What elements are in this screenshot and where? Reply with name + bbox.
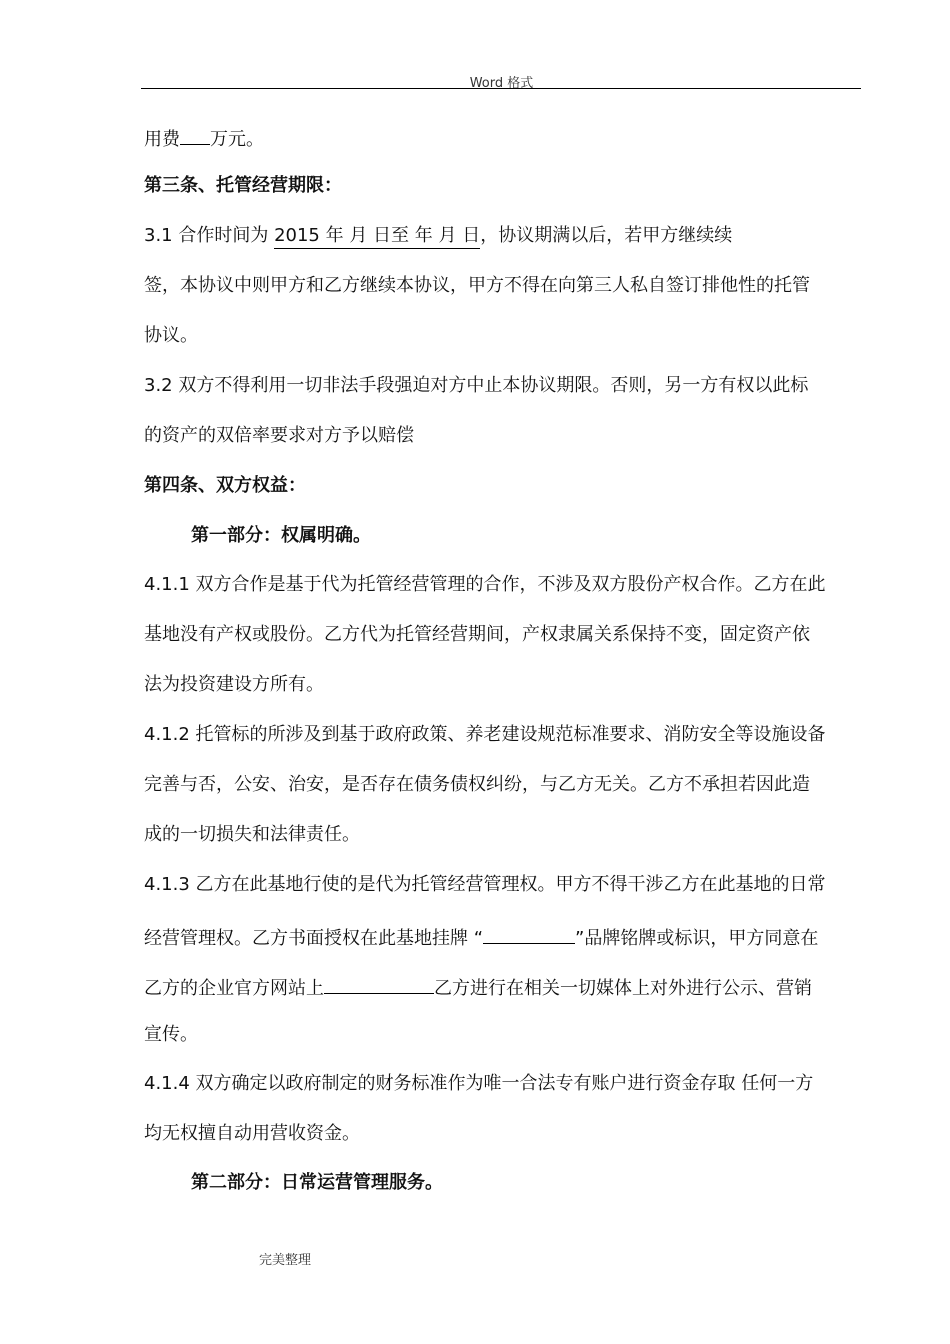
brand-name-blank: [483, 923, 575, 944]
clause-4-1-1-line-1: 4.1.1 双方合作是基于代为托管经营管理的合作，不涉及双方股份产权合作。乙方在此: [144, 574, 826, 595]
clause-3-1-suffix: ，协议期满以后，若甲方继续续: [480, 225, 733, 246]
article-3-heading: 第三条、托管经营期限：: [144, 175, 342, 196]
part-2-heading: 第二部分：日常运营管理服务。: [191, 1172, 443, 1193]
article-4-heading: 第四条、双方权益：: [144, 475, 306, 496]
clause-3-1-line-1: [144, 224, 864, 248]
fee-text-a: 用费: [144, 129, 180, 150]
clause-3-1-line-3: 协议。: [144, 325, 198, 346]
clause-3-1-prefix: 3.1 合作时间为: [144, 225, 275, 246]
clause-4-1-3-line-3: [144, 973, 864, 1001]
clause-4-1-1-line-2: 基地没有产权或股份。乙方代为托管经营期间，产权隶属关系保持不变，固定资产依: [144, 624, 810, 645]
header-rule: [141, 88, 861, 89]
clause-3-1-line-2: 签，本协议中则甲方和乙方继续本协议，甲方不得在向第三人私自签订排他性的托管: [144, 275, 810, 296]
clause-4-1-4-line-1: 4.1.4 双方确定以政府制定的财务标准作为唯一合法专有账户进行资金存取 任何一方: [144, 1073, 814, 1094]
clause-4-1-2-line-1: 4.1.2 托管标的所涉及到基于政府政策、养老建设规范标准要求、消防安全等设施设备: [144, 724, 826, 745]
clause-4-1-3-line-4: 宣传。: [144, 1024, 198, 1045]
clause-4-1-3-line-3b: 乙方进行在相关一切媒体上对外进行公示、营销: [434, 978, 812, 999]
page-header-title: Word 格式: [469, 76, 534, 91]
page-footer-text: 完美整理: [259, 1253, 312, 1268]
clause-4-1-2-line-3: 成的一切损失和法律责任。: [144, 824, 360, 845]
clause-4-1-1-line-3: 法为投资建设方所有。: [144, 674, 324, 695]
clause-4-1-3-line-2a: 经营管理权。乙方书面授权在此基地挂牌 “: [144, 928, 484, 949]
clause-3-1-date: 2015 年 月 日至 年 月 日: [274, 225, 480, 249]
clause-4-1-3-line-2: [144, 923, 864, 951]
website-blank: [324, 973, 434, 994]
clause-3-2-line-2: 的资产的双倍率要求对方予以赔偿: [144, 425, 414, 446]
fee-blank: [180, 124, 210, 145]
part-1-heading: 第一部分：权属明确。: [191, 525, 371, 546]
fee-text-b: 万元。: [210, 129, 264, 150]
clause-4-1-3-line-3a: 乙方的企业官方网站上: [144, 978, 324, 999]
clause-4-1-4-line-2: 均无权擅自动用营收资金。: [144, 1123, 360, 1144]
paragraph-fee: [144, 124, 864, 152]
clause-4-1-3-line-2b: ”品牌铭牌或标识，甲方同意在: [575, 928, 819, 949]
clause-4-1-3-line-1: 4.1.3 乙方在此基地行使的是代为托管经营管理权。甲方不得干涉乙方在此基地的日常: [144, 874, 826, 895]
clause-3-2-line-1: 3.2 双方不得利用一切非法手段强迫对方中止本协议期限。否则，另一方有权以此标: [144, 375, 809, 396]
clause-4-1-2-line-2: 完善与否，公安、治安，是否存在债务债权纠纷，与乙方无关。乙方不承担若因此造: [144, 774, 810, 795]
